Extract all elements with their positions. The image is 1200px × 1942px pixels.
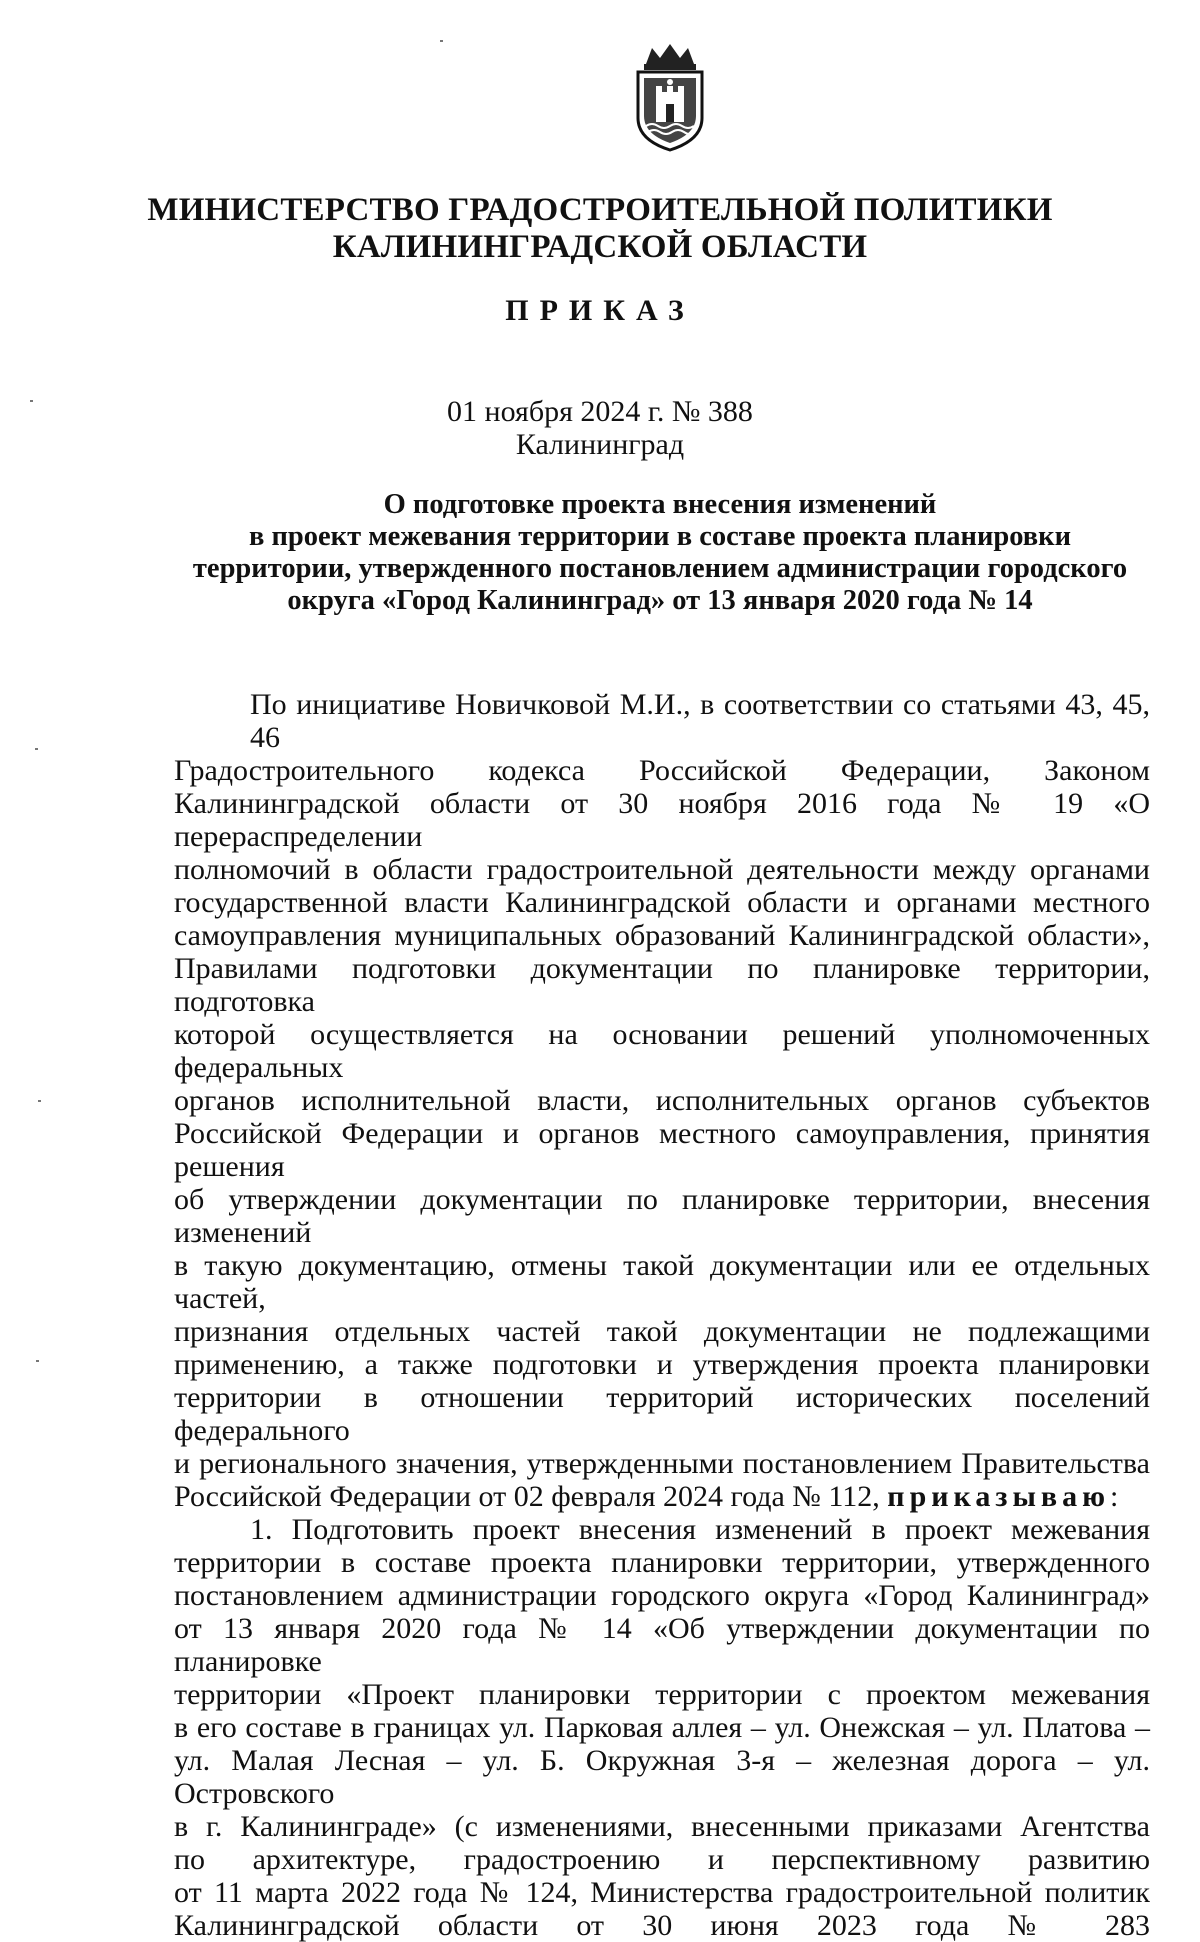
coat-of-arms-emblem [628,40,712,152]
preamble-last-text: Российской Федерации от 02 февраля 2024 года № 112, [174,1480,880,1513]
order-city: Калининград [515,428,685,461]
body-text-line: полномочий в области градостроительной деятельности между органами [174,853,1150,886]
order-command-colon: : [1110,1480,1119,1513]
document-type-title: ПРИКАЗ [505,294,695,327]
body-text-line: ул. Малая Лесная – ул. Б. Окружная 3-я – железная дорога – ул. Островского [174,1744,1150,1810]
scan-speck [30,400,33,402]
body-text-line: и регионального значения, утвержденными постановлением Правительства [174,1447,1150,1480]
body-text-line: от 11 марта 2022 года № 124, Министерства градостроительной политик [174,1876,1150,1909]
body-text-line: территории в составе проекта планировки территории, утвержденного [174,1546,1150,1579]
body-text-line: которой осуществляется на основании решений уполномоченных федеральных [174,1018,1150,1084]
body-text-line: Российской Федерации и органов местного самоуправления, принятия решения [174,1117,1150,1183]
preamble-last-line [174,1480,1150,1513]
body-text-line: По инициативе Новичковой М.И., в соответствии со статьями 43, 45, 46 [250,688,1150,754]
body-text-line: Градостроительного кодекса Российской Федерации, Законом [174,754,1150,787]
ministry-line-2: КАЛИНИНГРАДСКОЙ ОБЛАСТИ [332,229,868,265]
subject-line-3: территории, утвержденного постановлением администрации городского [192,553,1128,584]
body-text-line: государственной власти Калининградской области и органами местного [174,886,1150,919]
date-and-place [0,395,1200,461]
body-text-line: признания отдельных частей такой документации не подлежащими [174,1315,1150,1348]
preamble-paragraph [174,688,1150,1480]
body-text-line: в г. Калининграде» (с изменениями, внесенными приказами Агентства [174,1810,1150,1843]
body-text-line: 1. Подготовить проект внесения изменений в проект межевания [250,1513,1150,1546]
order-date-number: 01 ноября 2024 г. № 388 [447,395,753,428]
order-body [174,688,1150,1942]
body-text-line: самоуправления муниципальных образований Калининградской области», [174,919,1150,952]
clause-1-paragraph [174,1513,1150,1942]
ministry-line-1: МИНИСТЕРСТВО ГРАДОСТРОИТЕЛЬНОЙ ПОЛИТИКИ [147,192,1053,228]
body-text-line: от 13 января 2020 года № 14 «Об утверждении документации по планировке [174,1612,1150,1678]
body-text-line: об утверждении документации по планировке территории, внесения изменений [174,1183,1150,1249]
order-command-word: приказываю [887,1480,1110,1513]
coat-of-arms-icon [628,40,712,152]
ministry-name [0,192,1200,266]
body-text-line: органов исполнительной власти, исполнительных органов субъектов [174,1084,1150,1117]
body-text-line: Калининградской области от 30 ноября 2016 года № 19 «О перераспределении [174,787,1150,853]
scan-speck [35,748,38,750]
scan-speck [38,1100,41,1102]
subject-line-1: О подготовке проекта внесения изменений [383,489,937,520]
scan-speck [36,1360,39,1362]
body-text-line: Калининградской области от 30 июня 2023 года № 283 [174,1909,1150,1942]
scan-speck [440,40,443,42]
body-text-line: постановлением администрации городского округа «Город Калининград» [174,1579,1150,1612]
body-text-line: применению, а также подготовки и утверждения проекта планировки [174,1348,1150,1381]
body-text-line: Правилами подготовки документации по планировке территории, подготовка [174,952,1150,1018]
body-text-line: территории в отношении территорий исторических поселений федерального [174,1381,1150,1447]
body-text-line: по архитектуре, градостроению и перспективному развитию [174,1843,1150,1876]
body-text-line: в его составе в границах ул. Парковая аллея – ул. Онежская – ул. Платова – [174,1711,1150,1744]
subject-line-4: округа «Город Калининград» от 13 января 2020 года № 14 [287,585,1033,616]
body-text-line: территории «Проект планировки территории с проектом межевания [174,1678,1150,1711]
body-text-line: в такую документацию, отмены такой документации или ее отдельных частей, [174,1249,1150,1315]
subject-line-2: в проект межевания территории в составе проекта планировки [249,521,1071,552]
order-subject [190,489,1130,617]
